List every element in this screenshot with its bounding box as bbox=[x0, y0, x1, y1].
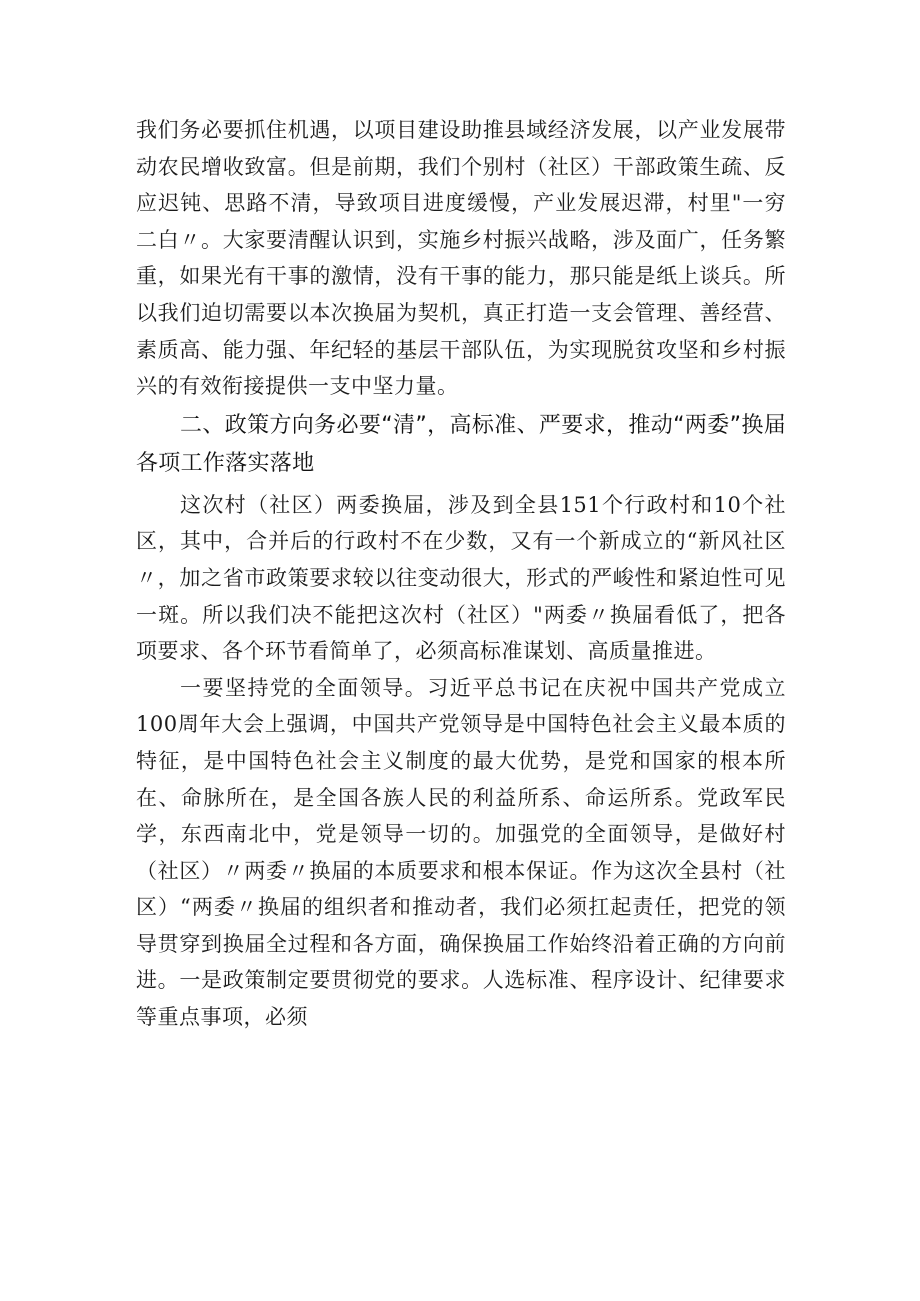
section-heading-2: 二、政策方向务必要“清”，高标准、严要求，推动“两委”换届各项工作落实落地 bbox=[136, 412, 786, 476]
document-body bbox=[136, 112, 786, 1036]
paragraph-party-leadership: 一要坚持党的全面领导。习近平总书记在庆祝中国共产党成立100周年大会上强调，中国共产党领导是中国特色社会主义最本质的特征，是中国特色社会主义制度的最大优势，是党和国家的根本所在、命脉所在，是全国各族人民的利益所系、命运所系。党政军民学，东西南北中，党是领导一切的。加强党的全面领导，是做好村（社区）〃两委〃换届的本质要求和根本保证。作为这次全县村（社区）“两委〃换届的组织者和推动者，我们必须扛起责任，把党的领导贯穿到换届全过程和各方面，确保换届工作始终沿着正确的方向前进。一是政策制定要贯彻党的要求。人选标准、程序设计、纪律要求等重点事项，必须 bbox=[136, 675, 786, 1030]
paragraph-election-scope: 这次村（社区）两委换届，涉及到全县151个行政村和10个社区，其中，合并后的行政村不在少数，又有一个新成立的“新风社区〃，加之省市政策要求较以往变动很大，形式的严峻性和紧迫性可见一斑。所以我们决不能把这次村（社区）"两委〃换届看低了，把各项要求、各个环节看简单了，必须高标准谋划、高质量推进。 bbox=[136, 492, 786, 664]
paragraph-opening: 我们务必要抓住机遇，以项目建设助推县域经济发展，以产业发展带动农民增收致富。但是前期，我们个别村（社区）干部政策生疏、反应迟钝、思路不清，导致项目进度缓慢，产业发展迟滞，村里"一穷二白〃。大家要清醒认识到，实施乡村振兴战略，涉及面广，任务繁重，如果光有干事的激情，没有干事的能力，那只能是纸上谈兵。所以我们迫切需要以本次换届为契机，真正打造一支会管理、善经营、素质高、能力强、年纪轻的基层干部队伍，为实现脱贫攻坚和乡村振兴的有效衔接提供一支中坚力量。 bbox=[136, 118, 786, 399]
